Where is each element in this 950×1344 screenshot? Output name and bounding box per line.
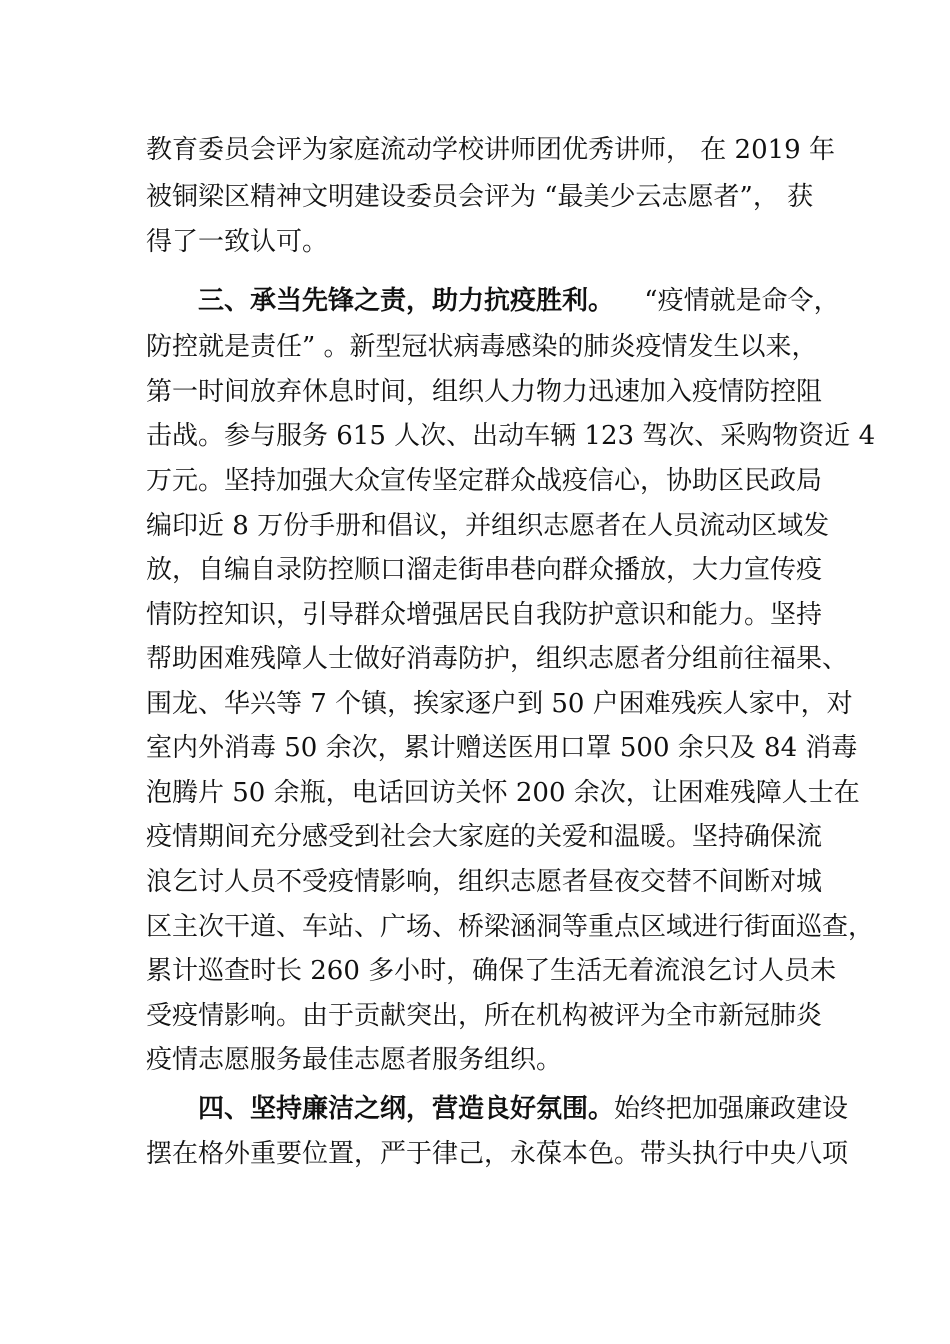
paragraph-line: 被铜梁区精神文明建设委员会评为 “最美少云志愿者”， 获 — [146, 182, 814, 212]
section-heading-line — [198, 284, 840, 318]
paragraph-line: 放，自编自录防控顺口溜走街串巷向群众播放，大力宣传疫 — [146, 555, 823, 585]
paragraph-line: 编印近 8 万份手册和倡议，并组织志愿者在人员流动区域发 — [146, 511, 830, 541]
paragraph-line: 室内外消毒 50 余次，累计赠送医用口罩 500 余只及 84 消毒 — [146, 733, 858, 763]
paragraph-line: 围龙、华兴等 7 个镇，挨家逐户到 50 户困难残疾人家中，对 — [146, 689, 853, 719]
paragraph-line: 击战。参与服务 615 人次、出动车辆 123 驾次、采购物资近 4 — [146, 421, 876, 451]
paragraph-line: 浪乞讨人员不受疫情影响，组织志愿者昼夜交替不间断对城 — [146, 867, 823, 897]
paragraph-line: 防控就是责任” 。新型冠状病毒感染的肺炎疫情发生以来， — [146, 332, 818, 362]
paragraph-line: 得了一致认可。 — [146, 227, 329, 257]
paragraph-text: “疫情就是命令， — [644, 286, 840, 316]
paragraph-line: 泡腾片 50 余瓶，电话回访关怀 200 余次，让困难残障人士在 — [146, 778, 860, 808]
section-heading-4: 四、坚持廉洁之纲，营造良好氛围。 — [198, 1094, 615, 1124]
paragraph-line: 疫情期间充分感受到社会大家庭的关爱和温暖。坚持确保流 — [146, 822, 823, 852]
paragraph-line: 摆在格外重要位置，严于律己，永葆本色。带头执行中央八项 — [146, 1139, 849, 1169]
section-heading-line — [198, 1092, 849, 1126]
paragraph-line: 教育委员会评为家庭流动学校讲师团优秀讲师， 在 2019 年 — [146, 135, 835, 165]
paragraph-line: 受疫情影响。由于贡献突出，所在机构被评为全市新冠肺炎 — [146, 1001, 823, 1031]
paragraph-line: 万元。坚持加强大众宣传坚定群众战疫信心，协助区民政局 — [146, 466, 823, 496]
paragraph-line: 第一时间放弃休息时间，组织人力物力迅速加入疫情防控阻 — [146, 377, 823, 407]
paragraph-line: 疫情志愿服务最佳志愿者服务组织。 — [146, 1045, 563, 1075]
paragraph-line: 区主次干道、车站、广场、桥梁涵洞等重点区域进行街面巡查， — [146, 912, 875, 942]
paragraph-text: 始终把加强廉政建设 — [614, 1094, 849, 1124]
paragraph-line: 帮助困难残障人士做好消毒防护，组织志愿者分组前往福果、 — [146, 644, 849, 674]
paragraph-line: 情防控知识，引导群众增强居民自我防护意识和能力。坚持 — [146, 600, 823, 630]
paragraph-line: 累计巡查时长 260 多小时，确保了生活无着流浪乞讨人员未 — [146, 956, 837, 986]
section-heading-3: 三、承当先锋之责，助力抗疫胜利。 — [198, 286, 615, 316]
